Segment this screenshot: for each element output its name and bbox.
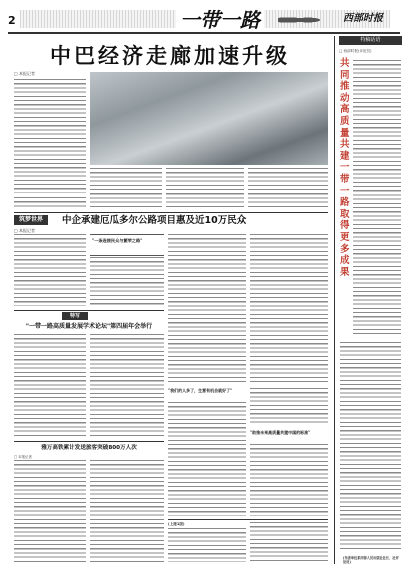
story2-byline: □ 本报记者 bbox=[14, 228, 36, 233]
story3-col-4b bbox=[250, 444, 328, 516]
story3-quote-2: "助推未来高质量共建中国的标准" bbox=[250, 430, 311, 435]
story4-col-2 bbox=[90, 460, 164, 562]
story2-col-3 bbox=[168, 234, 246, 384]
main-col-3 bbox=[166, 168, 244, 208]
story4-byline: □ 本报记者 bbox=[14, 455, 32, 459]
story3-kicker: 特写 bbox=[62, 312, 88, 320]
story3-col-1 bbox=[14, 334, 86, 438]
main-byline: □ 本报记者 bbox=[14, 71, 36, 76]
sidebar-signoff: (作者单位系西部人民出版社社长、社评论员) bbox=[343, 556, 399, 564]
section-rule-2 bbox=[14, 310, 164, 311]
story3-col-3 bbox=[168, 402, 246, 516]
main-col-2 bbox=[90, 168, 162, 208]
page-number: 2 bbox=[8, 14, 16, 27]
continuation-col-1 bbox=[168, 528, 246, 562]
section-rule-4 bbox=[168, 519, 328, 520]
story3-quote-1: "我们的人多了，生意有机会就好了" bbox=[168, 388, 233, 393]
sidebar-tag: 特稿话语 bbox=[339, 36, 402, 45]
continuation-col-2 bbox=[250, 522, 328, 562]
story3-col-4a bbox=[250, 388, 328, 426]
sidebar-headline: 共同推动高质量共建一带一路取得更多成果 bbox=[340, 58, 350, 278]
story2-headline: 中企承建厄瓜多尔公路项目惠及近10万民众 bbox=[62, 215, 247, 226]
main-headline: 中巴经济走廊加速升级 bbox=[50, 44, 290, 68]
sidebar-divider bbox=[334, 36, 335, 564]
section-rule-3 bbox=[14, 441, 164, 442]
story3-headline: "一带一路高质量发展学术论坛"第四届年会举行 bbox=[25, 323, 153, 330]
news-photo bbox=[90, 72, 328, 165]
story3-col-2 bbox=[90, 334, 164, 438]
story2-kicker: 筑梦世界 bbox=[14, 215, 48, 225]
story2-col-2 bbox=[90, 257, 164, 306]
sidebar-body-1 bbox=[353, 60, 401, 336]
section-rule-1 bbox=[14, 212, 328, 213]
story2-col-4 bbox=[250, 234, 328, 384]
paper-name: 西部时报 bbox=[343, 13, 383, 24]
main-col-1b bbox=[14, 197, 86, 208]
masthead bbox=[8, 2, 398, 32]
story2-col-1 bbox=[14, 234, 86, 306]
sidebar-sub: □ 西部时报(评论员) bbox=[339, 49, 372, 53]
camel-silhouette bbox=[278, 14, 328, 24]
story4-headline: 雅万高铁累计发送旅客突破800万人次 bbox=[41, 445, 137, 451]
calligraphy-title: 一带一路 bbox=[176, 4, 264, 33]
sidebar bbox=[339, 36, 402, 564]
continuation-tag: (上接1版) bbox=[168, 522, 185, 526]
masthead-rule bbox=[8, 32, 400, 34]
main-col-1 bbox=[14, 79, 86, 193]
main-col-4 bbox=[248, 168, 328, 208]
story2-pullquote: "一条连接民众与繁荣之路" bbox=[92, 238, 143, 243]
sidebar-body-2 bbox=[340, 342, 401, 552]
story2-pullquote-box bbox=[90, 234, 164, 256]
story4-col-1 bbox=[14, 460, 86, 562]
